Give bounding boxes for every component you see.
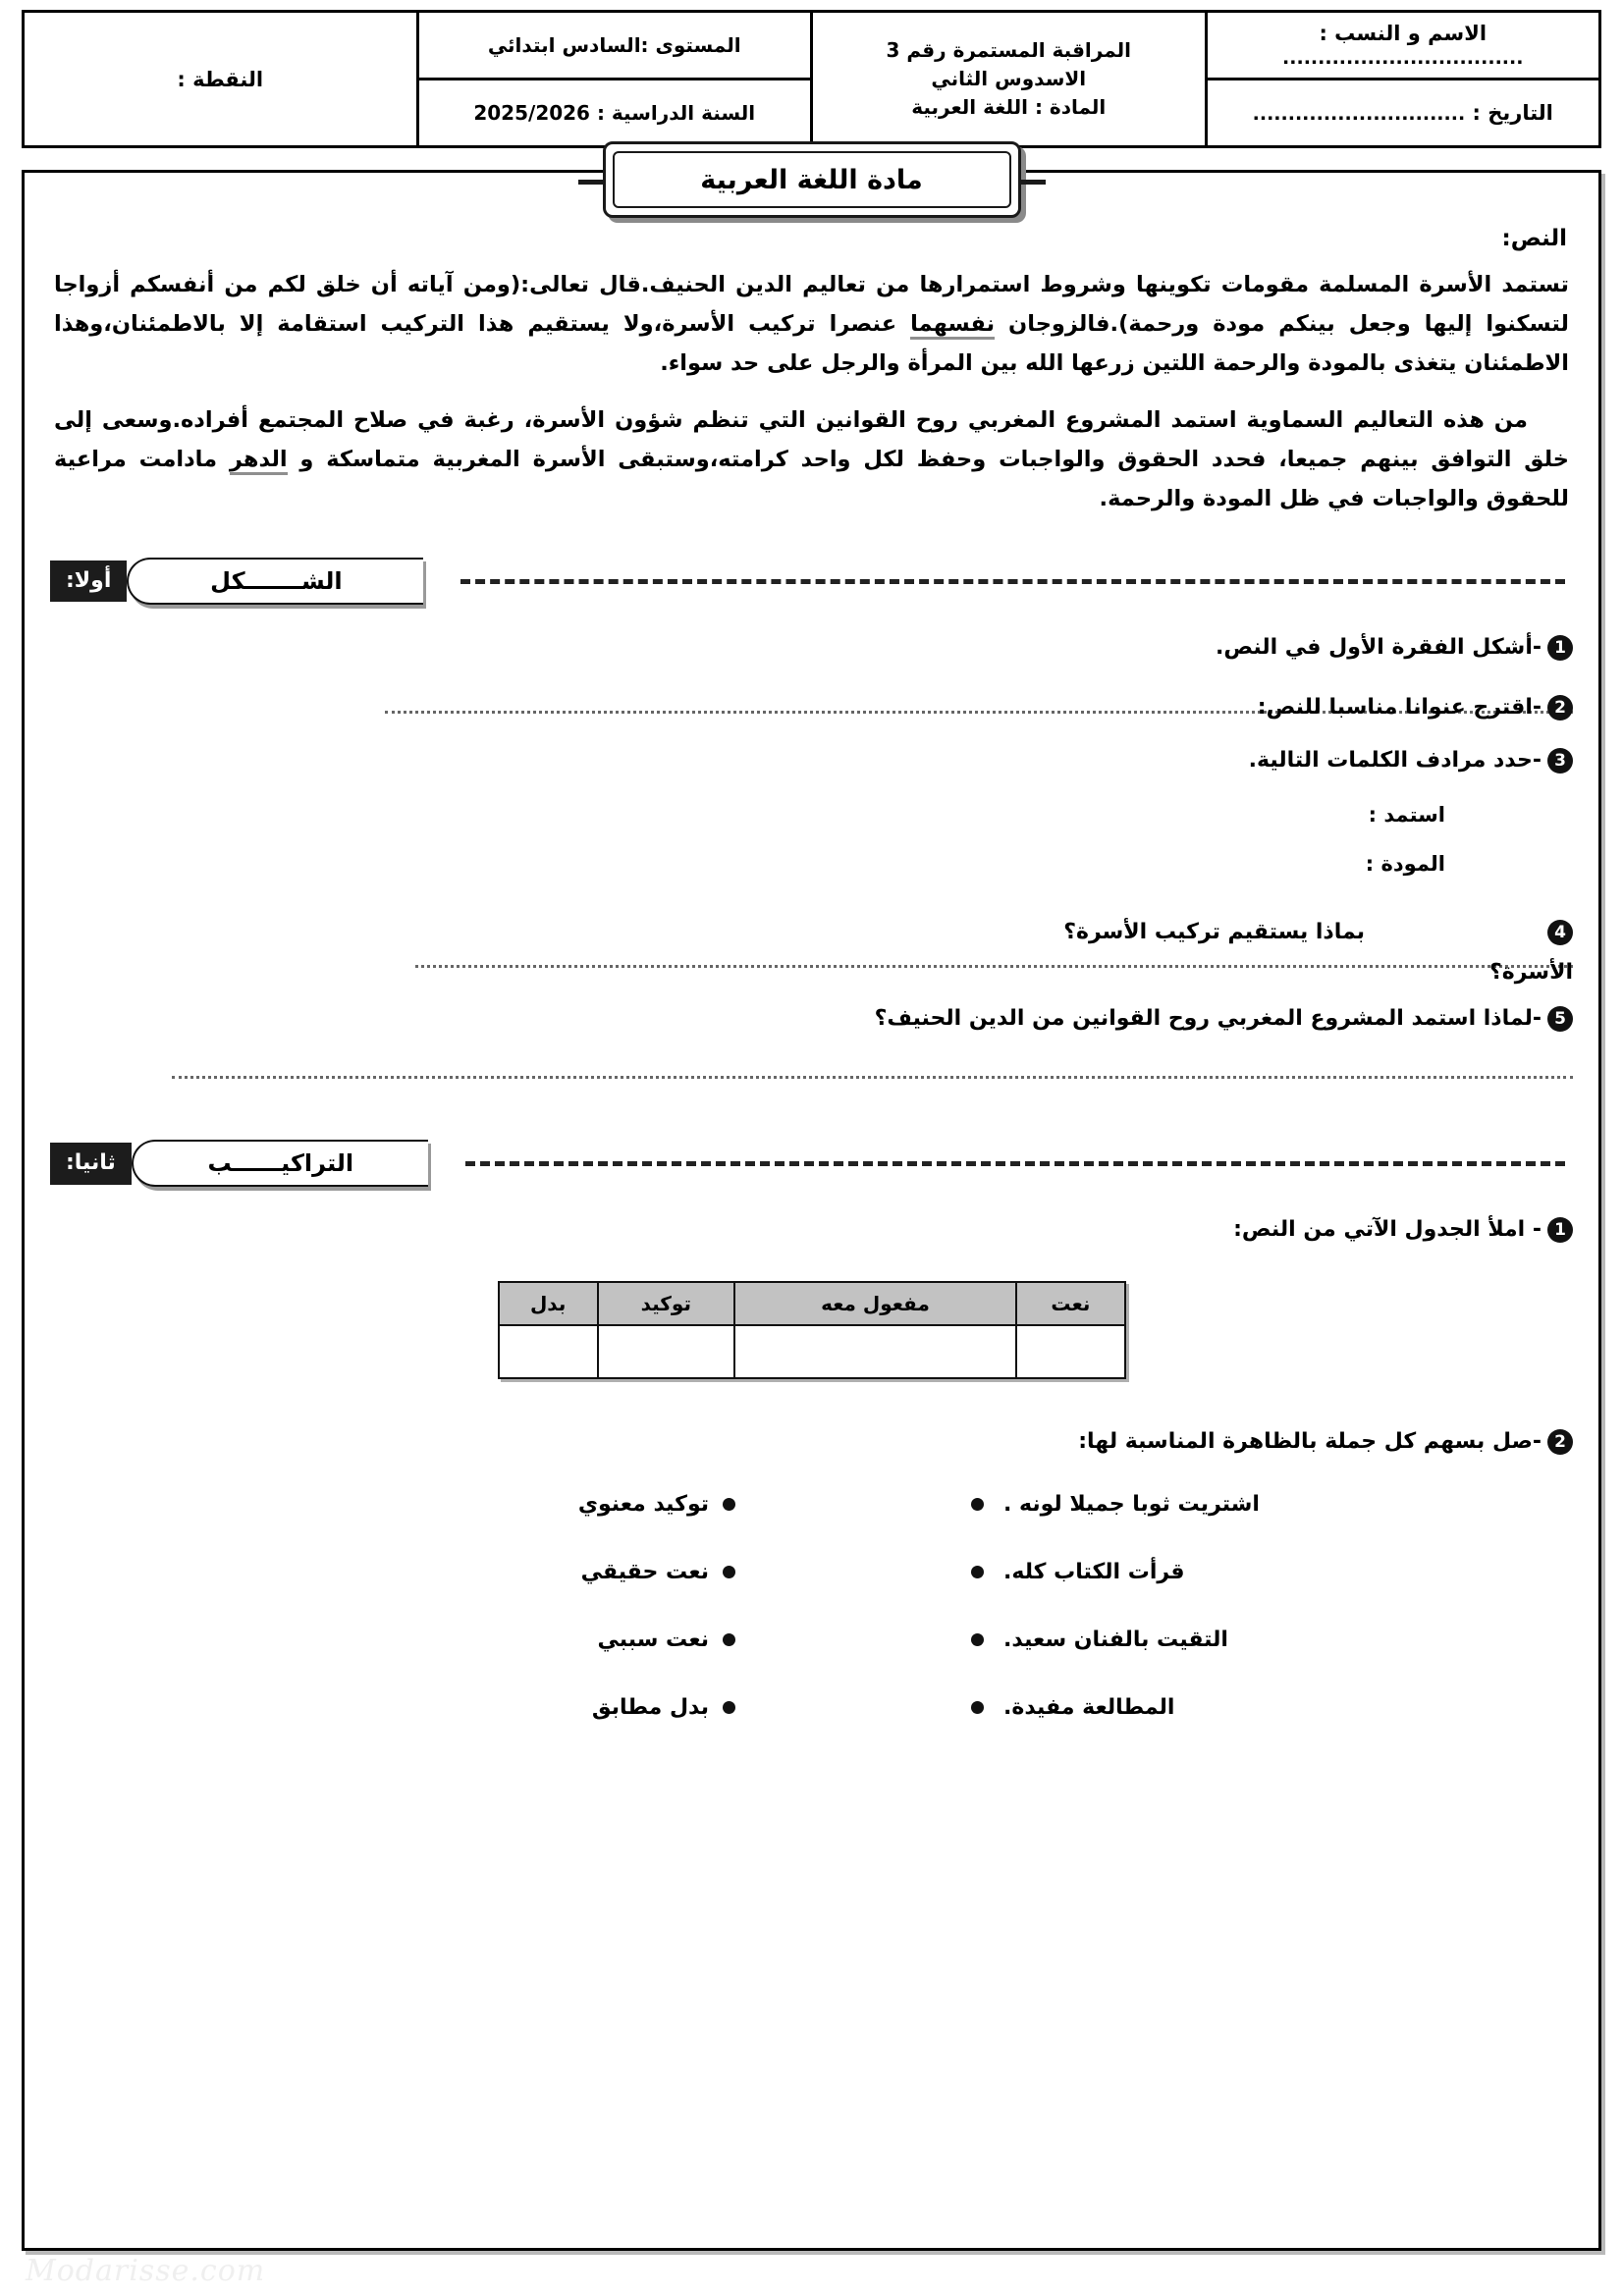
passage-p2-part-a: من هذه التعاليم السماوية استمد المشروع المغربي روح القوانين التي تنظم شؤون الأسرة، رغبة في صلاح المجتمع أفراده.وسعى إلى خلق التوافق بينهم جميعا، فحدد الحقوق والواجبات وحفظ لكل واحد كرامته،وستبقى الأسرة المغربية متماسكة و [54,407,1569,473]
matching-bullet-left-1[interactable] [723,1498,735,1511]
matching-answer-3: نعت سببي [597,1627,709,1652]
matching-bullet-right-1[interactable] [971,1498,984,1511]
matching-row-2 [129,1560,1465,1584]
question-s2-2 [50,1424,1573,1459]
matching-bullet-left-4[interactable] [723,1701,735,1714]
section-2-ordinal: ثانيا: [50,1143,132,1184]
school-year-cell: السنة الدراسية : 2025/2026 [417,80,812,147]
grade-cell[interactable]: النقطة : [24,12,418,147]
table-row [499,1325,1125,1378]
matching-bullet-right-3[interactable] [971,1633,984,1646]
question-s1-5 [50,1001,1573,1036]
exam-info-cell [812,12,1207,147]
synonym-item-istamad[interactable]: استمد : [1368,802,1445,827]
matching-exercise [129,1492,1465,1720]
question-s1-2-text: -اقترح عنوانا مناسبا للنص: [1257,695,1542,721]
answer-cell-mafoul-maah[interactable] [734,1325,1017,1378]
passage-label: النص: [1501,226,1567,251]
section-header-tarakib [50,1134,1573,1193]
question-number-badge: 2 [1547,1429,1573,1455]
date-dots[interactable]: .............................. [1252,103,1466,125]
question-s2-1-text: - املأ الجدول الآتي من النص: [1233,1217,1542,1243]
passage-p1-part-b: عنصرا تركيب الأسرة،ولا يستقيم هذا التركيب استقامة إلا بالاطمئنان،وهذا الاطمئنان يتغذى بالمودة والرحمة اللتين زرعها الله بين المرأة والرجل على حد سواء. [54,311,1569,377]
matching-sentence-1: اشتريت ثوبا جميلا لونه . [1003,1491,1260,1517]
level-cell: المستوى :السادس ابتدائي [417,12,812,80]
matching-answer-4: بدل مطابق [591,1694,709,1720]
answer-cell-badal[interactable] [499,1325,598,1378]
question-s1-1 [50,630,1573,665]
matching-bullet-right-4[interactable] [971,1701,984,1714]
column-header-naat: نعت [1016,1282,1124,1325]
section-header-shakl [50,552,1573,611]
exam-title-line2: الاسدوس الثاني [931,67,1087,90]
section-1-ordinal: أولا: [50,561,127,602]
section-1-title-pill [127,558,423,605]
student-name-label: الاسم و النسب : [1319,22,1488,45]
matching-answer-1: توكيد معنوي [577,1491,709,1517]
matching-bullet-right-2[interactable] [971,1566,984,1578]
question-s1-1-text: -أشكل الفقرة الأول في النص. [1215,635,1542,661]
passage-p2-underlined-word: الدهر [230,447,288,475]
question-s1-3-text: -حدد مرادف الكلمات التالية. [1248,747,1542,773]
question-number-badge: 3 [1547,748,1573,774]
section-2-title-text: التراكيــــــب [207,1149,354,1178]
synonym-item-almawadda[interactable]: المودة : [1365,851,1445,876]
question-s1-4 [50,915,1573,949]
matching-bullet-left-3[interactable] [723,1633,735,1646]
matching-sentence-3: التقيت بالفنان سعيد. [1003,1627,1228,1652]
question-s2-1 [50,1212,1573,1247]
subject-banner [603,141,1021,218]
question-s1-4-text: بماذا يستقيم تركيب الأسرة؟ [1063,919,1365,944]
student-name-dots[interactable]: .................................. [1282,47,1524,69]
question-s1-3 [50,743,1573,777]
grammar-classification-table [498,1281,1126,1379]
column-header-mafoul-maah: مفعول معه [734,1282,1017,1325]
banner-title-text: مادة اللغة العربية [700,164,923,195]
exam-sheet [22,164,1601,2251]
answer-cell-tawkid[interactable] [598,1325,734,1378]
section-2-title-pill [132,1140,428,1187]
section-1-title-text: الشـــــــكل [210,567,343,596]
table-row [24,12,1600,80]
grammar-table-wrapper [50,1281,1573,1379]
question-number-badge: 5 [1547,1006,1573,1032]
question-number-badge: 1 [1547,1217,1573,1243]
title-banner-row [50,141,1573,220]
matching-answer-2: نعت حقيقي [580,1559,709,1584]
matching-bullet-left-2[interactable] [723,1566,735,1578]
matching-row-3 [129,1628,1465,1652]
column-header-badal: بدل [499,1282,598,1325]
question-number-badge: 1 [1547,635,1573,661]
section-1-dashed-rule [460,579,1565,584]
passage-paragraph-1 [54,265,1569,383]
site-watermark: Modarisse.com [26,2254,266,2288]
column-header-tawkid: توكيد [598,1282,734,1325]
question-s1-5-text: -لماذا استمد المشروع المغربي روح القوانين من الدين الحنيف؟ [874,1006,1542,1032]
section-2-dashed-rule [465,1161,1565,1166]
matching-row-4 [129,1695,1465,1720]
header-section [0,0,1623,148]
answer-line-s1-5[interactable] [172,1075,1573,1079]
exam-header-table [22,10,1601,148]
question-number-badge: 2 [1547,695,1573,721]
question-s1-4-continuation: الأسرة؟ [1489,960,1573,986]
answer-line-s1-4[interactable] [415,964,1573,968]
table-header-row [499,1282,1125,1325]
date-label: التاريخ : [1472,101,1553,125]
answer-cell-naat[interactable] [1016,1325,1124,1378]
matching-sentence-2: قرأت الكتاب كله. [1003,1559,1185,1584]
passage-paragraph-2 [54,400,1569,518]
passage-p1-part-a: تستمد الأسرة المسلمة مقومات تكوينها وشروط استمرارها من تعاليم الدين الحنيف.قال تعالى:(ومن آياته أن خلق لكم من أنفسكم أزواجا لتسكنوا إليها وجعل بينكم مودة ورحمة).فالزوجان [54,272,1569,338]
question-number-badge: 4 [1547,920,1573,945]
exam-title-line1: المراقبة المستمرة رقم 3 [886,38,1131,62]
question-s2-2-text: -صل بسهم كل جملة بالظاهرة المناسبة لها: [1078,1428,1542,1454]
passage-p2-part-b: مادامت مراعية للحقوق والواجبات في ظل المودة والرحمة. [54,447,1569,512]
exam-subject-line: المادة : اللغة العربية [911,95,1107,119]
matching-sentence-4: المطالعة مفيدة. [1003,1694,1175,1720]
passage-p1-underlined-word: نفسهما [910,311,995,340]
question-s1-2 [50,690,1573,724]
matching-row-1 [129,1492,1465,1517]
student-name-cell [1206,12,1600,80]
date-cell [1206,80,1600,147]
